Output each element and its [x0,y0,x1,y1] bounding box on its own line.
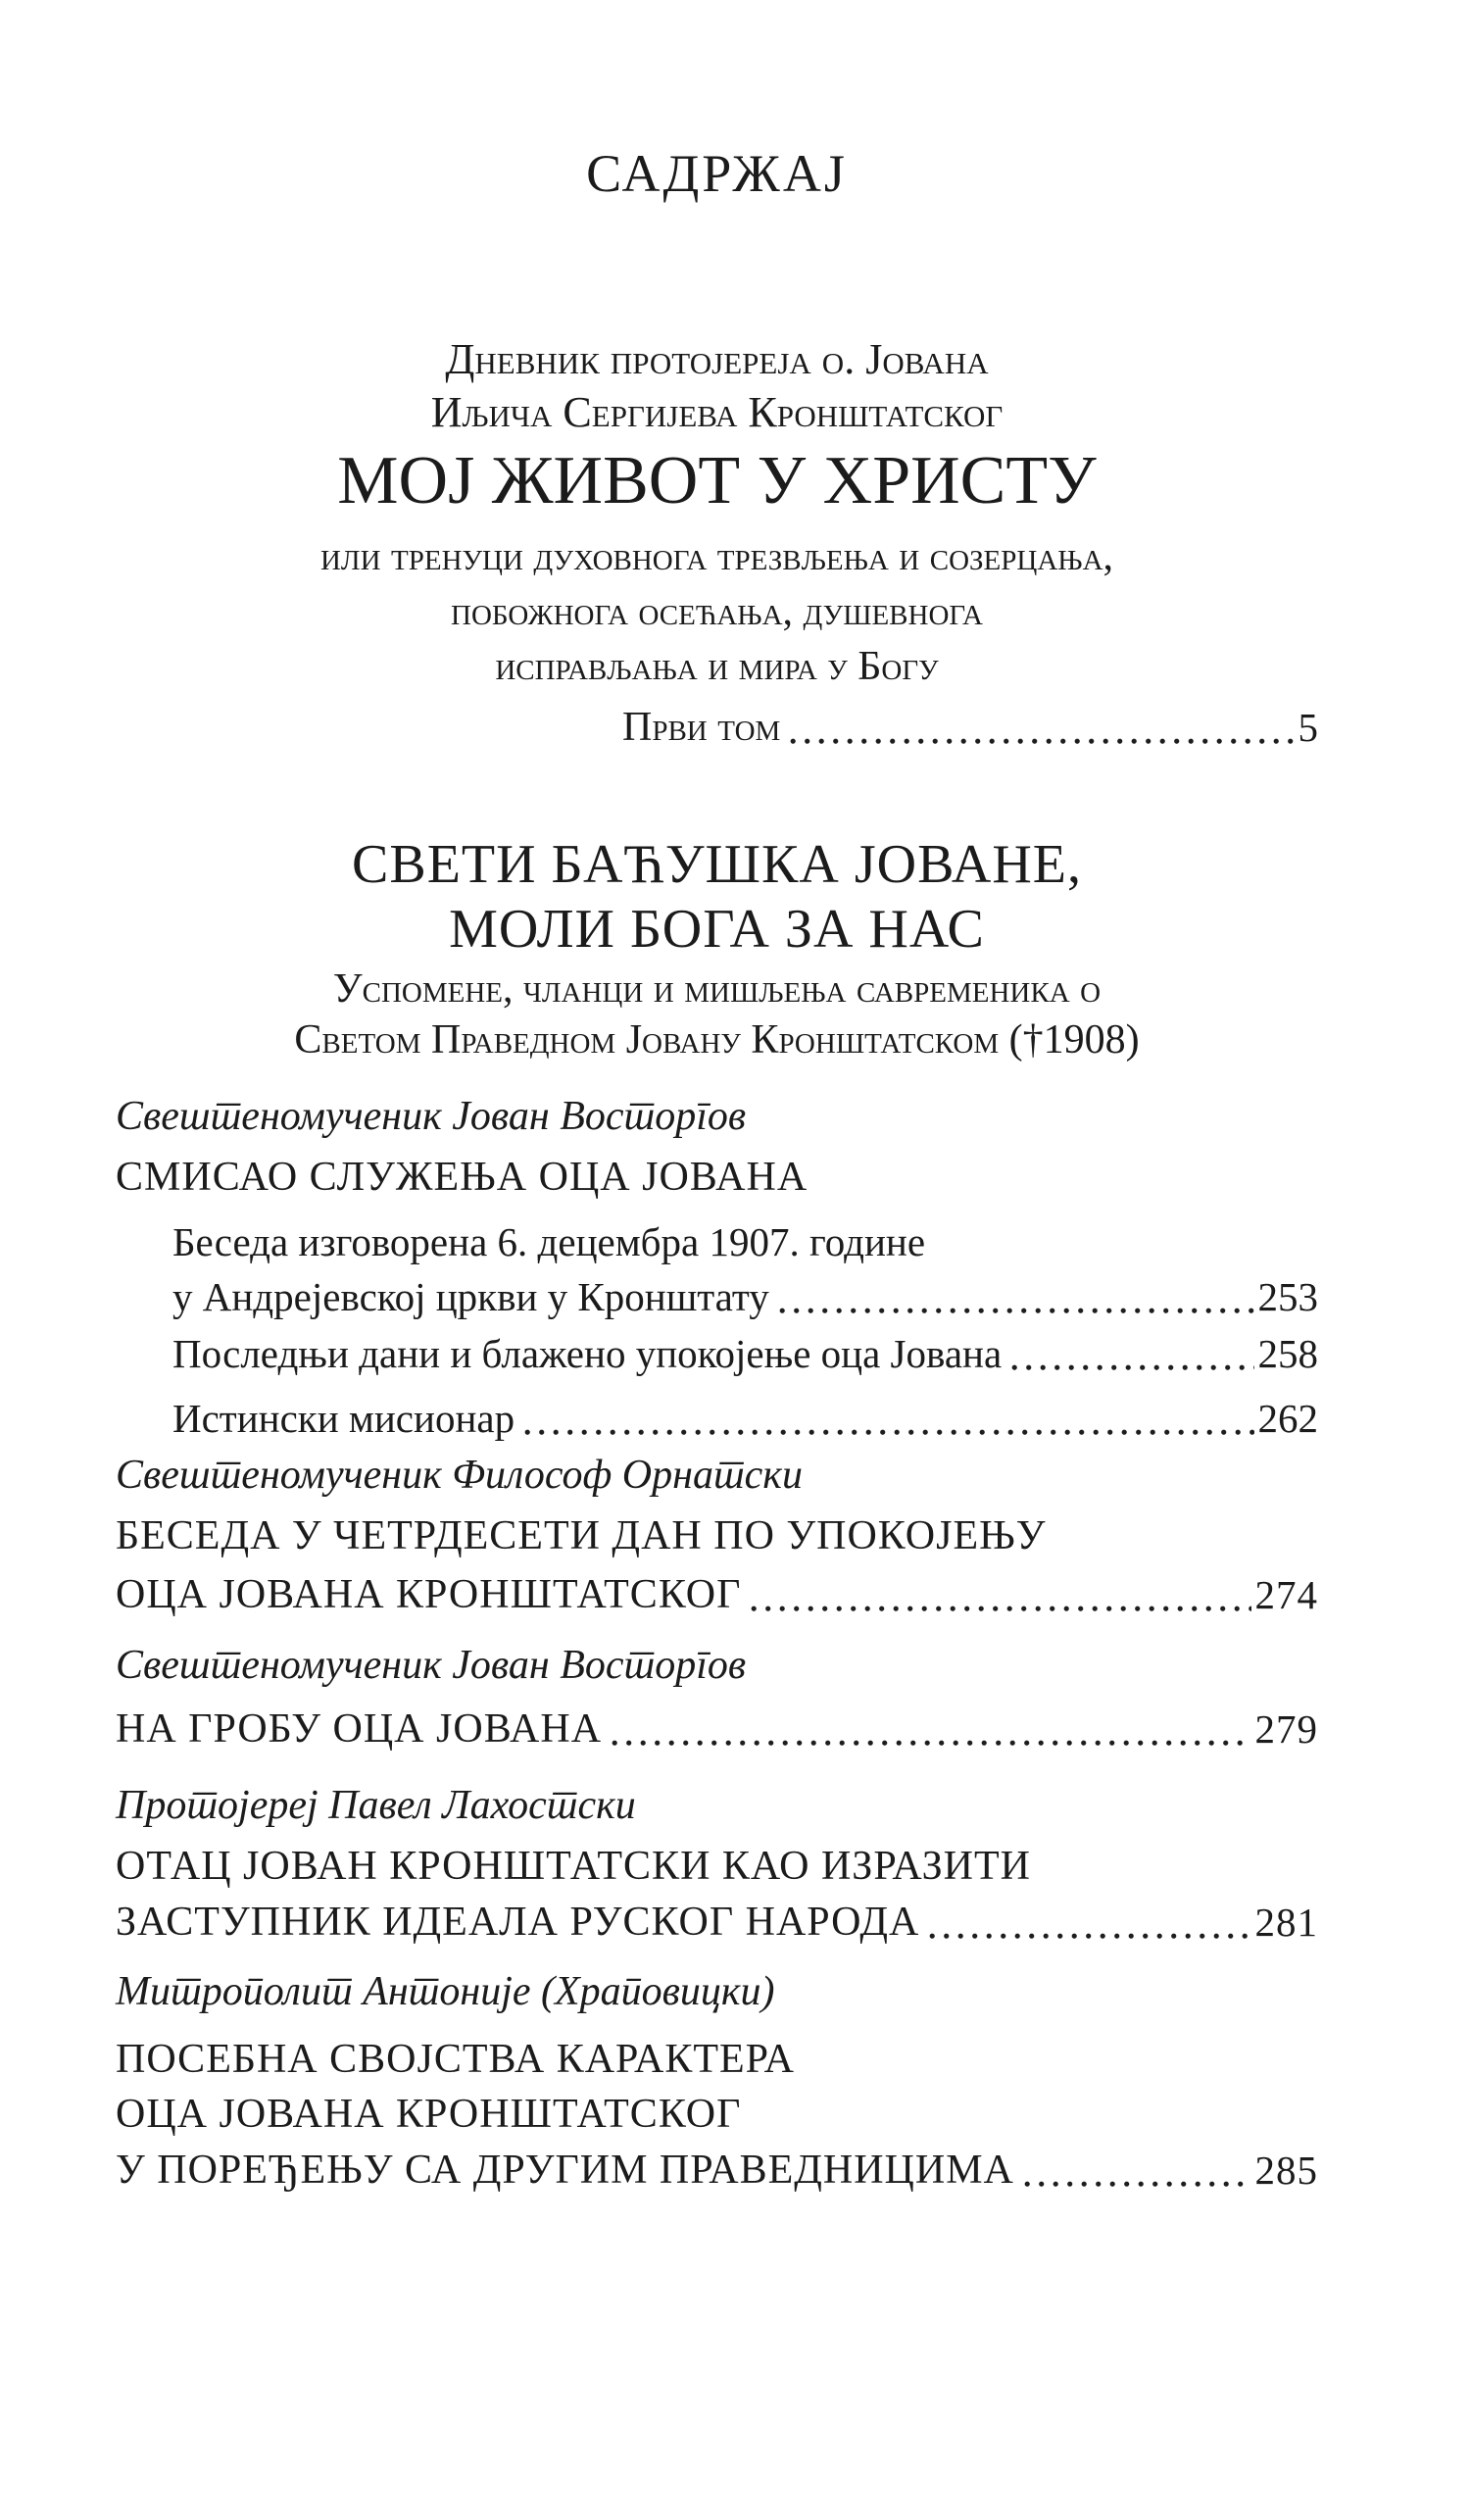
volume2-title-line2: МОЛИ БОГА ЗА НАС [449,899,985,960]
toc-subentry-line: Последњи дани и блажено упокојење оца Јована [172,1331,1003,1376]
toc-author: Свештеномученик Јован Восторгов [116,1643,747,1688]
dot-leader [790,700,1294,755]
volume1-subtitle-line1: или тренуци духовнога трезвљења и созерцања, [319,534,1114,579]
toc-entry-title: ОТАЦ ЈОВАН КРОНШТАТСКИ КАО ИЗРАЗИТИ [116,1844,1031,1889]
toc-entry-title: БЕСЕДА У ЧЕТРДЕСЕТИ ДАН ПО УПОКОЈЕЊУ [116,1513,1047,1558]
toc-subentry-row [116,1391,1318,1446]
toc-entry-title: СМИСАО СЛУЖЕЊА ОЦА ЈОВАНА [116,1155,808,1200]
toc-subentry-row [116,1326,1318,1381]
page-number: 258 [1257,1331,1318,1376]
toc-entry-title: НА ГРОБУ ОЦА ЈОВАНА [116,1706,603,1752]
toc-entry-title: ЗАСТУПНИК ИДЕАЛА РУСКОГ НАРОДА [116,1900,920,1945]
toc-author: Протојереј Павел Лахостски [116,1783,636,1828]
volume1-subtitle-line3: исправљања и мира у Богу [495,644,939,689]
toc-subentry-line: у Андрејевској цркви у Кронштату [172,1274,769,1319]
toc-entry-row [116,1702,1318,1756]
toc-author: Свештеномученик Јован Восторгов [116,1094,747,1139]
toc-entry-label: Први том [622,705,781,750]
dot-leader [1011,1326,1253,1381]
toc-subentry-row [116,1269,1318,1324]
toc-author: Свештеномученик Философ Орнатски [116,1453,803,1498]
volume1-subtitle-line2: побожнога осећања, душевнога [451,589,983,634]
page-number: 262 [1257,1396,1318,1441]
page-number: 253 [1257,1274,1318,1319]
toc-entry-row [116,1567,1318,1622]
toc-subentry-line: Беседа изговорена 6. децембра 1907. године [172,1219,926,1264]
page-number: 281 [1254,1900,1318,1945]
toc-entry-volume1 [116,700,1318,755]
volume1-title: МОЈ ЖИВОТ У ХРИСТУ [337,443,1097,519]
dot-leader [929,1895,1250,1950]
toc-page [116,144,1318,2198]
toc-entry-title: У ПОРЕЂЕЊУ СА ДРУГИМ ПРАВЕДНИЦИМА [116,2148,1014,2193]
toc-entry-row [116,2143,1318,2198]
volume1-header-line2: Иљича Сергијева Кронштатског [430,388,1004,436]
toc-subentry-line: Истински мисионар [172,1396,515,1441]
dot-leader [524,1391,1253,1446]
toc-entry-title: ПОСЕБНА СВОЈСТВА КАРАКТЕРА [116,2037,795,2082]
page-number: 285 [1254,2148,1318,2193]
toc-entry-title: ОЦА ЈОВАНА КРОНШТАТСКОГ [116,1572,742,1617]
page-number: 279 [1254,1706,1318,1752]
volume2-subtitle-line1: Успомене, чланци и мишљења савременика о [332,966,1102,1012]
toc-entry-row [116,1895,1318,1950]
dot-leader [1024,2143,1251,2198]
page-title: САДРЖАЈ [586,144,848,203]
dot-leader [751,1567,1250,1622]
volume2-title-line1: СВЕТИ БАЋУШКА ЈОВАНЕ, [351,834,1082,895]
page-number: 274 [1254,1572,1318,1617]
toc-author: Митрополит Антоније (Храповицки) [116,1969,775,2014]
volume2-subtitle-line2: Светом Праведном Јовану Кронштатском (†1908) [294,1017,1140,1062]
toc-entry-title: ОЦА ЈОВАНА КРОНШТАТСКОГ [116,2092,742,2137]
volume1-header-line1: Дневник протојереја о. Јована [445,335,989,383]
dot-leader [612,1702,1250,1756]
page-number: 5 [1298,705,1318,750]
dot-leader [779,1269,1254,1324]
